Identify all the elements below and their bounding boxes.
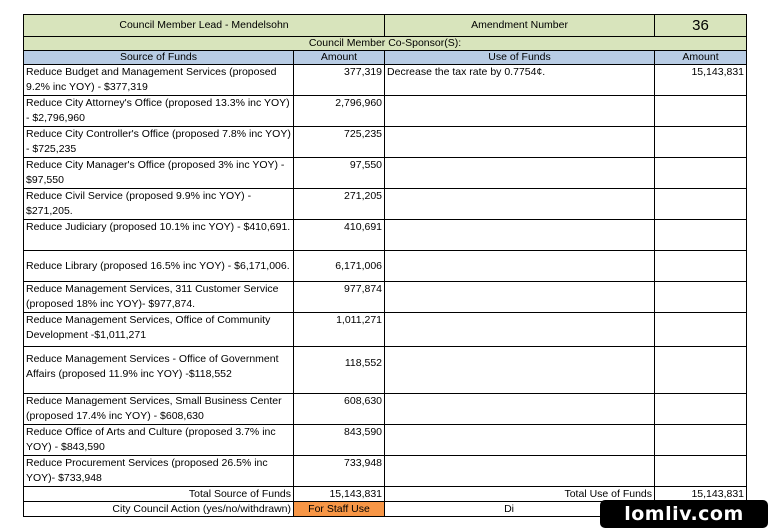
co-sponsor-label: Council Member Co-Sponsor(S):	[24, 37, 747, 51]
amount-cell: 977,874	[294, 282, 385, 313]
use-amount-cell	[655, 394, 747, 425]
disposition-label: Di	[385, 502, 655, 517]
amount-cell: 1,011,271	[294, 313, 385, 347]
table-row	[24, 189, 747, 220]
source-cell: Reduce Budget and Management Services (proposed 9.2% inc YOY) - $377,319	[24, 65, 294, 96]
table-row	[24, 251, 747, 282]
site-watermark	[600, 500, 768, 528]
use-cell	[385, 394, 655, 425]
council-member-lead: Council Member Lead - Mendelsohn	[24, 15, 385, 37]
table-row	[24, 394, 747, 425]
amendment-sheet	[23, 14, 746, 517]
amendment-number: 36	[655, 15, 747, 37]
table-row	[24, 96, 747, 127]
table-row	[24, 127, 747, 158]
amendment-number-label: Amendment Number	[385, 15, 655, 37]
use-cell	[385, 127, 655, 158]
source-cell: Reduce Civil Service (proposed 9.9% inc YOY) - $271,205.	[24, 189, 294, 220]
table-row	[24, 65, 747, 96]
use-amount-cell	[655, 220, 747, 251]
funds-rows	[24, 65, 747, 487]
amount-cell: 2,796,960	[294, 96, 385, 127]
use-cell	[385, 313, 655, 347]
use-amount-cell	[655, 251, 747, 282]
use-cell	[385, 456, 655, 487]
amount-cell: 271,205	[294, 189, 385, 220]
amount-cell: 118,552	[294, 347, 385, 394]
use-cell: Decrease the tax rate by 0.7754¢.	[385, 65, 655, 96]
use-amount-cell	[655, 425, 747, 456]
source-cell: Reduce City Controller's Office (proposed 7.8% inc YOY) - $725,235	[24, 127, 294, 158]
staff-use-cell: For Staff Use	[294, 502, 385, 517]
use-amount-cell	[655, 127, 747, 158]
source-cell: Reduce Office of Arts and Culture (proposed 3.7% inc YOY) - $843,590	[24, 425, 294, 456]
use-amount-cell	[655, 282, 747, 313]
total-source-label: Total Source of Funds	[24, 487, 294, 502]
source-cell: Reduce Management Services, 311 Customer Service (proposed 18% inc YOY)- $977,874.	[24, 282, 294, 313]
table-row	[24, 220, 747, 251]
amount-cell: 725,235	[294, 127, 385, 158]
amount-cell: 733,948	[294, 456, 385, 487]
table-row	[24, 347, 747, 394]
table-row	[24, 425, 747, 456]
amendment-table	[23, 14, 747, 517]
use-cell	[385, 158, 655, 189]
table-row	[24, 456, 747, 487]
table-row	[24, 158, 747, 189]
source-of-funds-header: Source of Funds	[24, 51, 294, 65]
total-source-value: 15,143,831	[294, 487, 385, 502]
use-amount-cell	[655, 96, 747, 127]
source-cell: Reduce Procurement Services (proposed 26.5% inc YOY)- $733,948	[24, 456, 294, 487]
use-cell	[385, 282, 655, 313]
amount-cell: 97,550	[294, 158, 385, 189]
amount-cell: 6,171,006	[294, 251, 385, 282]
use-amount-cell: 15,143,831	[655, 65, 747, 96]
amount-header: Amount	[294, 51, 385, 65]
amount-cell: 410,691	[294, 220, 385, 251]
source-cell: Reduce City Manager's Office (proposed 3% inc YOY) - $97,550	[24, 158, 294, 189]
use-amount-cell	[655, 189, 747, 220]
table-row	[24, 313, 747, 347]
use-cell	[385, 96, 655, 127]
use-amount-cell	[655, 313, 747, 347]
use-amount-cell	[655, 158, 747, 189]
use-cell	[385, 189, 655, 220]
use-cell	[385, 251, 655, 282]
use-amount-header: Amount	[655, 51, 747, 65]
amount-cell: 377,319	[294, 65, 385, 96]
council-action-label: City Council Action (yes/no/withdrawn)	[24, 502, 294, 517]
amount-cell: 608,630	[294, 394, 385, 425]
amount-cell: 843,590	[294, 425, 385, 456]
table-row	[24, 282, 747, 313]
use-cell	[385, 220, 655, 251]
use-cell	[385, 425, 655, 456]
source-cell: Reduce Management Services - Office of Government Affairs (proposed 11.9% inc YOY) -$118,552	[24, 347, 294, 394]
source-cell: Reduce City Attorney's Office (proposed 13.3% inc YOY) - $2,796,960	[24, 96, 294, 127]
source-cell: Reduce Library (proposed 16.5% inc YOY) - $6,171,006.	[24, 251, 294, 282]
total-use-label: Total Use of Funds	[385, 487, 655, 502]
use-of-funds-header: Use of Funds	[385, 51, 655, 65]
source-cell: Reduce Management Services, Office of Community Development -$1,011,271	[24, 313, 294, 347]
use-amount-cell	[655, 456, 747, 487]
source-cell: Reduce Judiciary (proposed 10.1% inc YOY) - $410,691.	[24, 220, 294, 251]
use-cell	[385, 347, 655, 394]
total-use-value: 15,143,831	[655, 487, 747, 502]
source-cell: Reduce Management Services, Small Business Center (proposed 17.4% inc YOY) - $608,630	[24, 394, 294, 425]
use-amount-cell	[655, 347, 747, 394]
watermark-text: lomliv.com	[624, 503, 744, 525]
